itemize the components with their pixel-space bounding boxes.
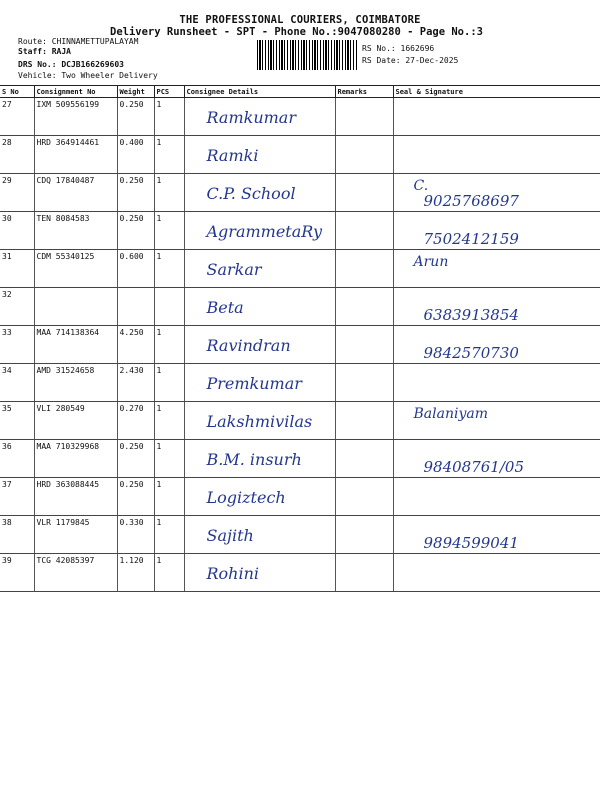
signature-text: Arun [413,254,449,270]
cell-pcs: 1 [154,554,184,592]
col-pcs: PCS [154,86,184,98]
rs-number: RS No.: 1662696 [362,44,435,53]
consignee-handwriting: Ramkumar [206,108,296,127]
consignee-handwriting: C.P. School [206,184,296,203]
cell-pcs: 1 [154,478,184,516]
table-header [0,86,600,98]
table-row [0,174,600,212]
table-row [0,326,600,364]
cell-consignment: HRD 364914461 [34,136,117,174]
consignee-handwriting: Beta [206,298,244,317]
cell-weight: 0.270 [117,402,154,440]
cell-pcs: 1 [154,364,184,402]
signature-phone: 9025768697 [423,192,519,210]
cell-weight: 0.250 [117,174,154,212]
consignee-handwriting: Sajith [206,526,254,545]
table-row [0,250,600,288]
barcode [257,40,357,70]
table-row [0,212,600,250]
col-remarks: Remarks [335,86,393,98]
runsheet-table [0,85,600,592]
cell-sno: 31 [0,250,34,288]
col-signature: Seal & Signature [393,86,600,98]
cell-sno: 29 [0,174,34,212]
cell-remarks [335,440,393,478]
cell-consignment: TEN 8084583 [34,212,117,250]
staff-label: Staff: RAJA [18,47,71,56]
cell-consignee [184,554,335,592]
cell-sno: 33 [0,326,34,364]
consignee-handwriting: Rohini [206,564,260,583]
col-sno: S No [0,86,34,98]
signature-phone: 7502412159 [423,230,519,248]
cell-pcs: 1 [154,440,184,478]
cell-consignee [184,288,335,326]
cell-signature [393,98,600,136]
drs-number: DRS No.: DCJB166269603 [18,60,124,69]
cell-weight: 1.120 [117,554,154,592]
cell-weight: 0.330 [117,516,154,554]
cell-signature [393,212,600,250]
cell-signature [393,364,600,402]
cell-sno: 32 [0,288,34,326]
signature-phone: 98408761/05 [423,458,524,476]
consignee-handwriting: Lakshmivilas [206,412,313,431]
cell-remarks [335,288,393,326]
rs-date: RS Date: 27-Dec-2025 [362,56,459,65]
cell-consignment: MAA 710329968 [34,440,117,478]
cell-weight [117,288,154,326]
cell-consignment: VLR 1179845 [34,516,117,554]
cell-remarks [335,516,393,554]
cell-consignment: HRD 363088445 [34,478,117,516]
cell-remarks [335,364,393,402]
cell-remarks [335,250,393,288]
cell-sno: 28 [0,136,34,174]
consignee-handwriting: Ramki [206,146,259,165]
cell-remarks [335,136,393,174]
vehicle-label: Vehicle: Two Wheeler Delivery [18,71,158,80]
cell-remarks [335,98,393,136]
cell-sno: 38 [0,516,34,554]
cell-consignee [184,250,335,288]
table-row [0,98,600,136]
cell-sno: 30 [0,212,34,250]
cell-sno: 35 [0,402,34,440]
consignee-handwriting: AgrammetaRy [206,222,323,241]
cell-consignee [184,136,335,174]
cell-pcs: 1 [154,136,184,174]
cell-signature [393,288,600,326]
cell-consignee [184,98,335,136]
cell-consignment: MAA 714138364 [34,326,117,364]
cell-sno: 37 [0,478,34,516]
col-consignee: Consignee Details [184,86,335,98]
cell-remarks [335,174,393,212]
company-title: THE PROFESSIONAL COURIERS, COIMBATORE [179,14,421,26]
cell-remarks [335,554,393,592]
cell-consignee [184,212,335,250]
cell-consignment: IXM 509556199 [34,98,117,136]
cell-remarks [335,478,393,516]
cell-consignee [184,402,335,440]
cell-pcs: 1 [154,326,184,364]
cell-sno: 27 [0,98,34,136]
table-row [0,440,600,478]
cell-weight: 0.250 [117,440,154,478]
cell-remarks [335,212,393,250]
table-row [0,288,600,326]
consignee-handwriting: Sarkar [206,260,262,279]
cell-signature [393,516,600,554]
cell-weight: 2.430 [117,364,154,402]
signature-text: C. [413,178,429,194]
signature-phone: 9842570730 [423,344,519,362]
cell-remarks [335,326,393,364]
cell-consignee [184,326,335,364]
cell-consignment [34,288,117,326]
table-row [0,364,600,402]
cell-weight: 0.250 [117,212,154,250]
cell-pcs: 1 [154,98,184,136]
cell-signature [393,174,600,212]
cell-signature [393,478,600,516]
cell-consignee [184,478,335,516]
table-row [0,554,600,592]
table-row [0,478,600,516]
col-weight: Weight [117,86,154,98]
cell-pcs: 1 [154,212,184,250]
consignee-handwriting: Ravindran [206,336,291,355]
table-row [0,516,600,554]
cell-pcs: 1 [154,402,184,440]
route-label: Route: CHINNAMETTUPALAYAM [18,37,139,46]
signature-text: Balaniyam [413,406,488,422]
cell-consignment: CDM 55340125 [34,250,117,288]
runsheet-title: Delivery Runsheet - SPT - Phone No.:9047080280 - Page No.:3 [110,26,483,38]
cell-consignee [184,440,335,478]
signature-phone: 9894599041 [423,534,519,552]
signature-phone: 6383913854 [423,306,519,324]
cell-sno: 34 [0,364,34,402]
cell-sno: 39 [0,554,34,592]
cell-weight: 0.600 [117,250,154,288]
cell-consignment: AMD 31524658 [34,364,117,402]
cell-weight: 0.250 [117,478,154,516]
cell-weight: 0.400 [117,136,154,174]
cell-signature [393,326,600,364]
cell-weight: 4.250 [117,326,154,364]
cell-consignment: VLI 280549 [34,402,117,440]
cell-signature [393,250,600,288]
cell-consignee [184,174,335,212]
cell-signature [393,440,600,478]
consignee-handwriting: Logiztech [206,488,286,507]
cell-pcs: 1 [154,516,184,554]
cell-weight: 0.250 [117,98,154,136]
cell-consignee [184,364,335,402]
table-row [0,402,600,440]
cell-signature [393,554,600,592]
cell-consignee [184,516,335,554]
table-row [0,136,600,174]
cell-consignment: TCG 42085397 [34,554,117,592]
consignee-handwriting: Premkumar [206,374,302,393]
cell-pcs: 1 [154,174,184,212]
col-consignment: Consignment No [34,86,117,98]
cell-remarks [335,402,393,440]
consignee-handwriting: B.M. insurh [206,450,302,469]
cell-pcs [154,288,184,326]
cell-signature [393,402,600,440]
cell-signature [393,136,600,174]
cell-sno: 36 [0,440,34,478]
cell-pcs: 1 [154,250,184,288]
cell-consignment: CDQ 17840487 [34,174,117,212]
